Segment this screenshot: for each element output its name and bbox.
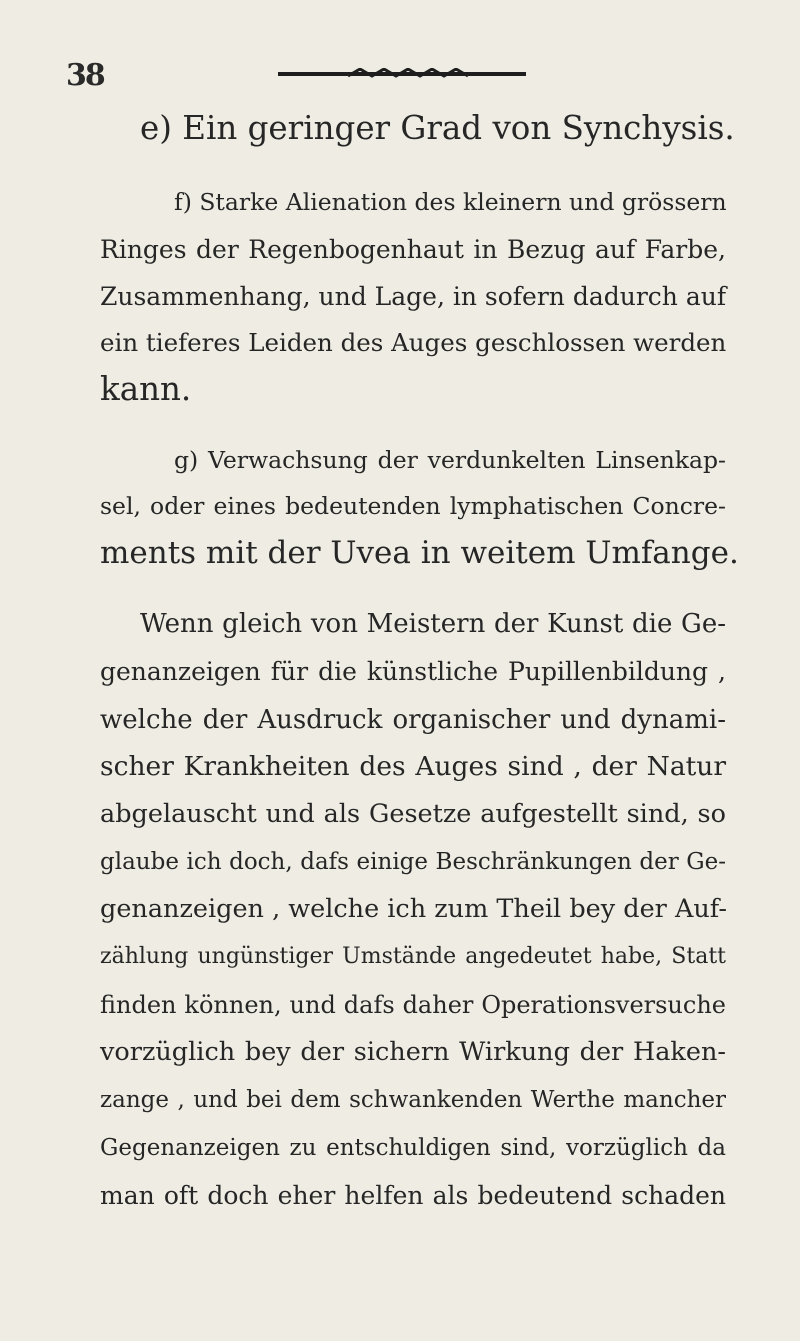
text-line: man oft doch eher helfen als bedeutend schaden (100, 1181, 726, 1210)
text-line: abgelauscht und als Gesetze aufgestellt sind, so (100, 799, 726, 829)
text-line: Wenn gleich von Meistern der Kunst die Ge- (140, 609, 726, 639)
text-line: kann. (100, 370, 192, 408)
text-line: scher Krankheiten des Auges sind , der Natur (100, 751, 726, 782)
text-line: genanzeigen für die künstliche Pupillenbildung , (100, 657, 726, 686)
text-line: f) Starke Alienation des kleinern und grössern (174, 188, 727, 216)
page-number: 38 (66, 58, 104, 93)
text-line: welche der Ausdruck organischer und dynami- (100, 705, 726, 735)
ornament-rule (278, 68, 526, 80)
text-line: sel, oder eines bedeutenden lymphatischen Concre- (100, 492, 726, 520)
text-line: e) Ein geringer Grad von Synchysis. (140, 109, 735, 147)
text-line: g) Verwachsung der verdunkelten Linsenkap- (174, 446, 726, 474)
text-line: vorzüglich bey der sichern Wirkung der Haken- (100, 1037, 726, 1067)
text-line: zählung ungünstiger Umstände angedeutet habe, Statt (100, 944, 726, 969)
text-line: Ringes der Regenbogenhaut in Bezug auf Farbe, (100, 235, 726, 264)
text-line: genanzeigen , welche ich zum Theil bey der Auf- (100, 894, 727, 924)
text-line: Gegenanzeigen zu entschuldigen sind, vorzüglich da (100, 1135, 726, 1161)
text-line: ments mit der Uvea in weitem Umfange. (100, 535, 739, 571)
text-line: zange , und bei dem schwankenden Werthe mancher (100, 1087, 726, 1113)
text-line: Zusammenhang, und Lage, in sofern dadurch auf (100, 282, 727, 311)
text-line: finden können, und dafs daher Operationsversuche (100, 991, 726, 1019)
text-line: glaube ich doch, dafs einige Beschränkungen der Ge- (100, 849, 726, 875)
text-line: ein tieferes Leiden des Auges geschlossen werden (100, 328, 727, 357)
